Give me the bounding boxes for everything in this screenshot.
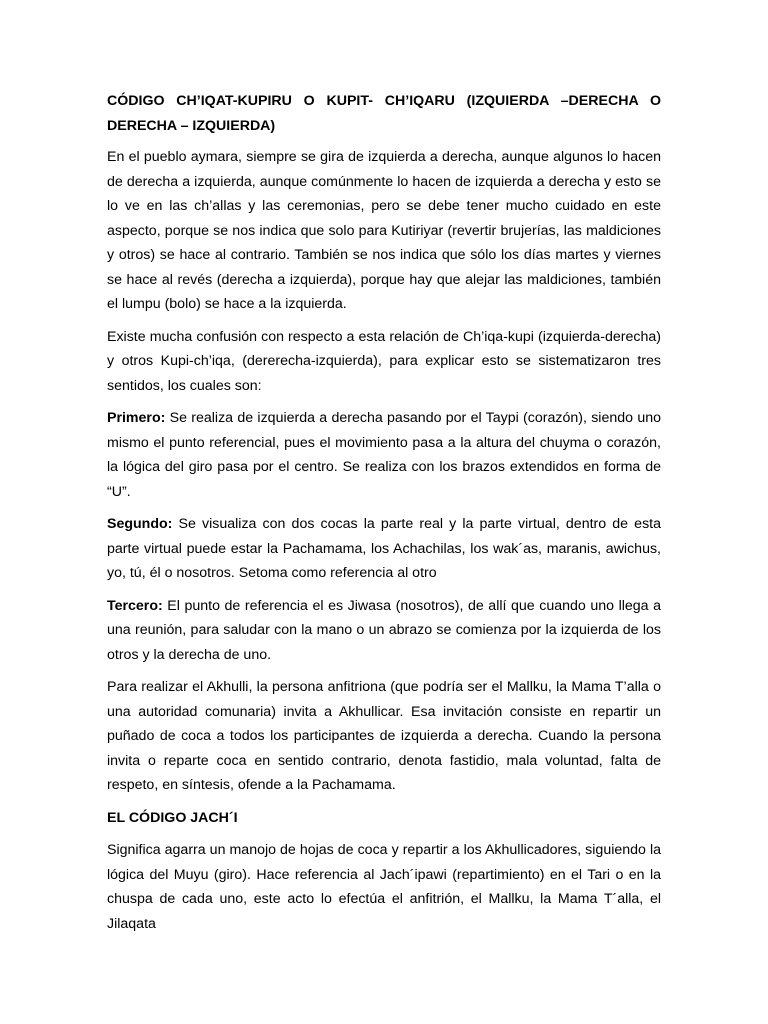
document-title: CÓDIGO CH’IQAT-KUPIRU O KUPIT- CH’IQARU (IZQUIERDA –DERECHA O DERECHA – IZQUIERDA)	[107, 93, 661, 134]
confusion-paragraph: Existe mucha confusión con respecto a esta relación de Ch’iqa-kupi (izquierda-derecha) y otros Kupi-ch’iqa, (dererecha-izquierda), para explicar esto se sistematizaron tres sentidos, los cuales son:	[107, 328, 661, 394]
sense-first-paragraph	[107, 406, 661, 504]
sense-first-text: Se realiza de izquierda a derecha pasando por el Taypi (corazón), siendo uno mismo el punto referencial, pues el movimiento pasa a la altura del chuyma o corazón, la lógica del giro pasa por el centro. Se realiza con los brazos extendidos en forma de “U”.	[107, 410, 661, 500]
section-heading-jachi: EL CÓDIGO JACH´I	[107, 809, 238, 826]
document-page	[107, 89, 661, 944]
sense-second-paragraph	[107, 512, 661, 586]
jachi-paragraph: Significa agarra un manojo de hojas de coca y repartir a los Akhullicadores, siguiendo la lógica del Muyu (giro). Hace referencia al Jach´ipawi (repartimiento) en el Tari o en la chuspa de cada uno, este acto lo efectúa el anfitrión, el Mallku, la Mama T´alla, el Jilaqata	[107, 842, 661, 932]
sense-third-paragraph	[107, 594, 661, 668]
sense-second-text: Se visualiza con dos cocas la parte real y la parte virtual, dentro de esta parte virtual puede estar la Pachamama, los Achachilas, los wak´as, maranis, awichus, yo, tú, él o nosotros. Setoma como referencia al otro	[107, 516, 661, 581]
intro-paragraph: En el pueblo aymara, siempre se gira de izquierda a derecha, aunque algunos lo hacen de derecha a izquierda, aunque comúnmente lo hacen de izquierda a derecha y esto se lo ve en las ch’allas y las ceremonias, pero se debe tener mucho cuidado en este aspecto, porque se nos indica que solo para Kutiriyar (revertir brujerías, las maldiciones y otros) se hace al contrario. También se nos indica que sólo los días martes y viernes se hace al revés (derecha a izquierda), porque hay que alejar las maldiciones, también el lumpu (bolo) se hace a la izquierda.	[107, 149, 661, 312]
sense-second-label: Segundo:	[107, 516, 173, 532]
sense-third-text: El punto de referencia el es Jiwasa (nosotros), de allí que cuando uno llega a una reunión, para saludar con la mano o un abrazo se comienza por la izquierda de los otros y la derecha de uno.	[107, 597, 661, 663]
sense-third-label: Tercero:	[107, 597, 163, 614]
akhulli-paragraph: Para realizar el Akhulli, la persona anfitriona (que podría ser el Mallku, la Mama T’alla o una autoridad comunaria) invita a Akhullicar. Esa invitación consiste en repartir un puñado de coca a todos los participantes de izquierda a derecha. Cuando la persona invita o reparte coca en sentido contrario, denota fastidio, mala voluntad, falta de respeto, en síntesis, ofende a la Pachamama.	[107, 679, 661, 793]
sense-first-label: Primero:	[107, 410, 166, 426]
